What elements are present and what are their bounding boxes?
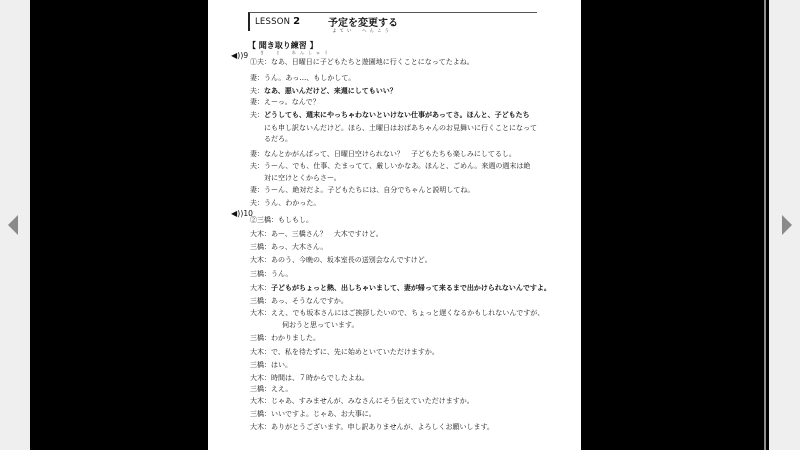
speaker-label: 妻： bbox=[250, 74, 264, 82]
speaker-label: 大木： bbox=[250, 284, 271, 292]
dialogue-line bbox=[250, 199, 320, 208]
line-text: どうしても、週末にやっちゃわないといけない仕事があってさ。ほんと、子どもたち bbox=[264, 110, 530, 119]
speaker-label: ②三橋： bbox=[250, 216, 278, 224]
speaker-label: 三橋： bbox=[250, 385, 271, 393]
dialogue-line bbox=[250, 385, 292, 394]
speaker-label: 妻： bbox=[250, 150, 264, 158]
line-text: いいですよ。じゃあ、お大事に。 bbox=[271, 410, 376, 418]
speaker-label: 三橋： bbox=[250, 297, 271, 305]
track-9[interactable] bbox=[231, 51, 248, 60]
lesson-title: 予定を変更する bbox=[328, 18, 398, 29]
dialogue-line bbox=[250, 283, 551, 293]
line-text: うん。あっ…、もしかして。 bbox=[264, 74, 356, 82]
line-text: わかりました。 bbox=[271, 334, 320, 342]
speaker-label: 大木： bbox=[250, 397, 271, 405]
dialogue-line bbox=[250, 361, 292, 370]
document-page bbox=[208, 0, 581, 450]
dialogue-line bbox=[264, 135, 292, 144]
dialogue-line bbox=[282, 321, 358, 330]
speaker-label: 夫： bbox=[250, 162, 264, 170]
line-text: あー、三橋さん？ 大木ですけど。 bbox=[271, 230, 383, 238]
dialogue-line bbox=[250, 334, 320, 343]
dialogue-line bbox=[250, 216, 313, 225]
speaker-label: 妻： bbox=[250, 98, 264, 106]
speaker-icon[interactable]: ◀)) bbox=[231, 209, 244, 218]
dialogue-line bbox=[250, 243, 327, 252]
dialogue-line bbox=[250, 309, 544, 318]
speaker-label: 三橋： bbox=[250, 410, 271, 418]
chevron-right-icon[interactable] bbox=[780, 212, 794, 238]
speaker-label: 三橋： bbox=[250, 270, 271, 278]
speaker-label: 大木： bbox=[250, 348, 271, 356]
lesson-number-value: 2 bbox=[293, 16, 301, 27]
line-text: 対に空けとくからさー。 bbox=[264, 174, 341, 182]
line-text: うーん、でも、仕事、たまってて、厳しいかなあ。ほんと、ごめん。来週の週末は絶 bbox=[264, 162, 531, 170]
track-label: 10 bbox=[243, 209, 253, 218]
chevron-left-icon[interactable] bbox=[6, 212, 20, 238]
lesson-label: LESSON bbox=[255, 17, 291, 27]
dialogue-line bbox=[250, 397, 474, 406]
line-text: なあ、悪いんだけど、来週にしてもいい？ bbox=[264, 86, 397, 95]
lesson-number bbox=[255, 16, 300, 27]
dialogue-line bbox=[250, 110, 530, 120]
speaker-label: 大木： bbox=[250, 256, 271, 264]
speaker-label: 大木： bbox=[250, 423, 271, 431]
line-text: うん、わかった。 bbox=[264, 199, 321, 207]
line-text: えーっ。なんで？ bbox=[264, 98, 320, 106]
line-text: 子どもがちょっと熱、出しちゃいまして、妻が帰って来るまで出かけられないんですよ。 bbox=[271, 283, 551, 292]
dialogue-line bbox=[250, 186, 474, 195]
section-ruby: き と れんしゅう bbox=[260, 50, 332, 55]
line-text: はい。 bbox=[271, 361, 292, 369]
line-text: あっ、そうなんですか。 bbox=[271, 297, 348, 305]
dialogue-line bbox=[250, 98, 320, 107]
speaker-label: 夫： bbox=[250, 87, 264, 95]
line-text: なあ、日曜日に子どもたちと遊園地に行くことになってたよね。 bbox=[271, 58, 474, 66]
dialogue-line bbox=[250, 348, 439, 357]
speaker-label: 大木： bbox=[250, 230, 271, 238]
scrollbar[interactable] bbox=[764, 0, 766, 450]
speaker-icon[interactable]: ◀)) bbox=[231, 51, 244, 60]
dialogue-line bbox=[250, 86, 397, 96]
line-text: あっ、大木さん。 bbox=[271, 243, 328, 251]
line-text: で、私を待たずに、先に始めといていただけますか。 bbox=[271, 348, 439, 356]
speaker-label: 大木： bbox=[250, 309, 271, 317]
line-text: うーん、絶対だよ。子どもたちには、自分でちゃんと説明してね。 bbox=[264, 186, 475, 194]
dialogue-line bbox=[250, 58, 474, 67]
lesson-title-ruby: よてい へんこう bbox=[332, 29, 392, 34]
dialogue-line bbox=[250, 423, 494, 432]
speaker-label: 夫： bbox=[250, 111, 264, 119]
line-text: もしもし。 bbox=[278, 216, 313, 224]
speaker-label: 大木： bbox=[250, 374, 271, 382]
dialogue-line bbox=[264, 124, 537, 133]
dialogue-line bbox=[250, 374, 369, 383]
line-text: なんとかがんばって、日曜日空けられない？ 子どもたちも楽しみにしてるし。 bbox=[264, 150, 516, 158]
speaker-label: 三橋： bbox=[250, 361, 271, 369]
speaker-label: 妻： bbox=[250, 186, 264, 194]
line-text: うん。 bbox=[271, 270, 293, 278]
dialogue-line bbox=[250, 410, 376, 419]
line-text: あのう、今晩の、坂本室長の送別会なんですけど。 bbox=[271, 256, 432, 264]
line-text: ええ、でも坂本さんにはご挨拶したいので、ちょっと遅くなるかもしれないんですが、 bbox=[271, 309, 545, 317]
dialogue-line bbox=[250, 150, 516, 159]
line-text: じゃあ、すみませんが、みなさんにそう伝えていただけますか。 bbox=[271, 397, 474, 405]
line-text: 時間は、７時からでしたよね。 bbox=[271, 374, 369, 382]
line-text: ええ。 bbox=[271, 385, 293, 393]
dialogue-line bbox=[250, 230, 383, 239]
speaker-label: 夫： bbox=[250, 199, 264, 207]
track-label: 9 bbox=[243, 51, 249, 60]
dialogue-line bbox=[250, 74, 355, 83]
speaker-label: 三橋： bbox=[250, 334, 271, 342]
line-text: 伺おうと思っています。 bbox=[282, 321, 359, 329]
dialogue-line bbox=[250, 270, 292, 279]
lesson-header bbox=[248, 12, 537, 34]
speaker-label: 三橋： bbox=[250, 243, 271, 251]
dialogue-line bbox=[250, 256, 432, 265]
dialogue-line bbox=[264, 174, 341, 183]
line-text: にも申し訳ないんだけど。ほら、土曜日はおばあちゃんのお見舞いに行くことになって bbox=[264, 124, 537, 132]
dialogue-line bbox=[250, 162, 530, 171]
speaker-label: ①夫： bbox=[250, 58, 271, 66]
line-text: ありがとうございます。申し訳ありませんが、よろしくお願いします。 bbox=[271, 423, 494, 431]
line-text: るだろ。 bbox=[264, 135, 292, 143]
dialogue-line bbox=[250, 297, 348, 306]
section-title: 【 聞き取り練習 】 bbox=[248, 41, 318, 50]
